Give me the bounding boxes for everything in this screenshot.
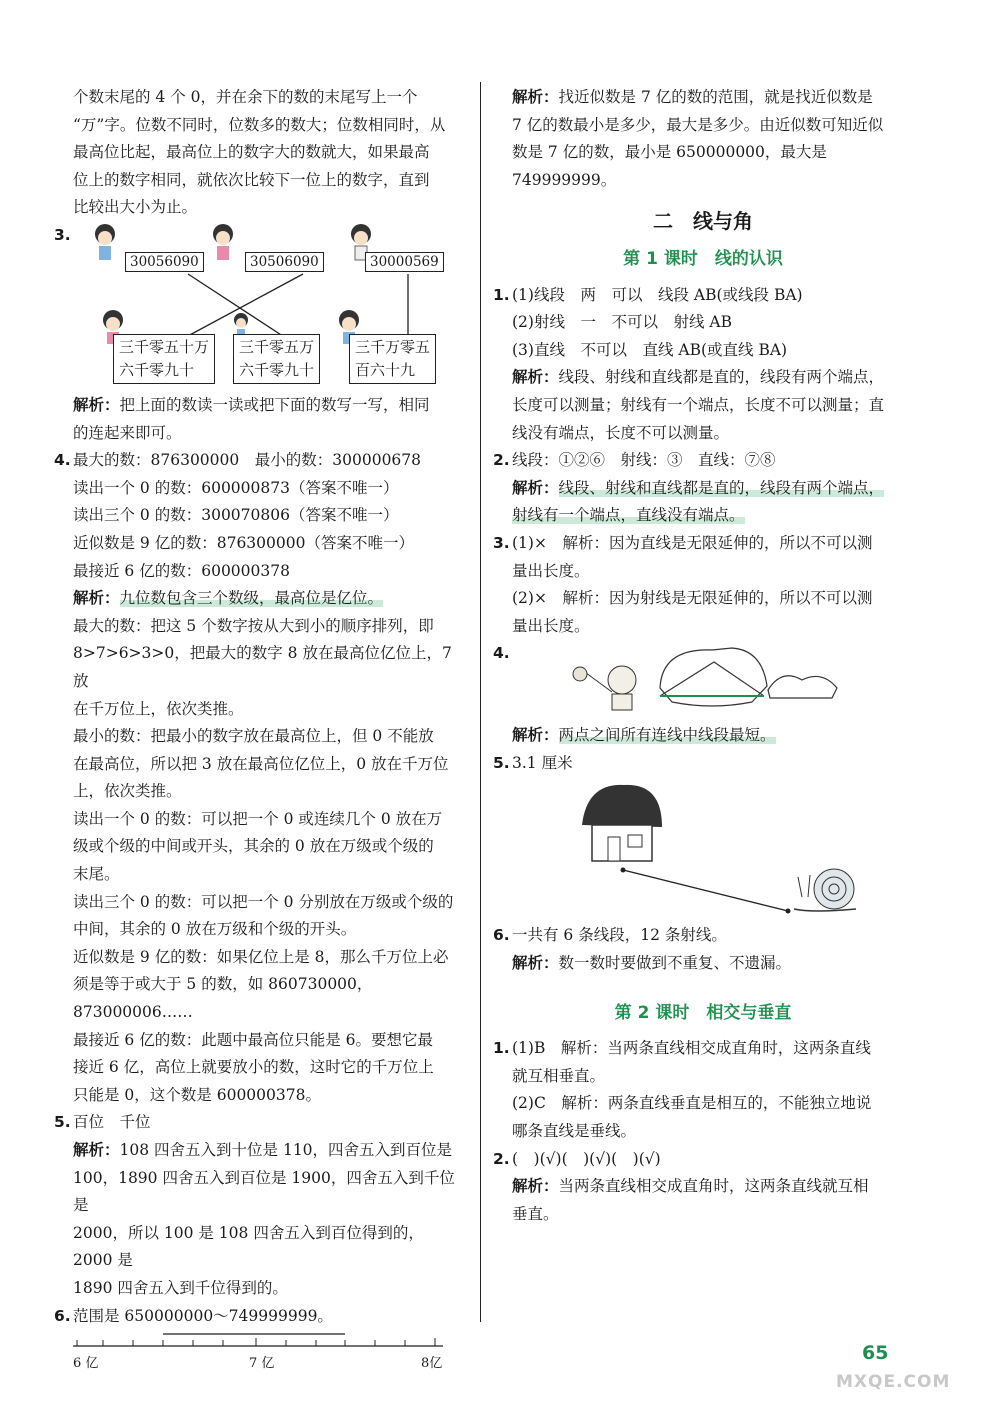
words-box-2: 三千零五万 六千零九十 xyxy=(233,334,320,384)
axis-label-8yi: 8亿 xyxy=(421,1356,443,1372)
lesson1-question-6: 6. 一共有 6 条线段，12 条射线。 解析：数一数时要做到不重复、不遗漏。 xyxy=(493,926,792,973)
number-line xyxy=(73,1330,463,1376)
q6-analysis: 解析：找近似数是 7 亿的数的范围，就是找近似数是 7 亿的数最小是多少，最大是多少。由近似数可知近似 数是 7 亿的数，最小是 650000000，最大是749999999。 xyxy=(512,88,884,189)
matching-figure xyxy=(73,222,463,392)
shortest-path-figure xyxy=(512,640,909,722)
left-column xyxy=(54,84,463,1376)
child-figure-1 xyxy=(95,224,115,260)
lesson2-question-1: 1. (1)B 解析：当两条直线相交成直角时，这两条直线 就互相垂直。 (2)C 解析：两条直线垂直是相互的，不能独立地说 哪条直线是垂线。 xyxy=(493,1039,872,1141)
question-6: 6. 范围是 650000000～749999999。 6 亿 7 亿 8亿 xyxy=(58,1303,463,1377)
number-box-2: 30506090 xyxy=(245,252,324,272)
section-title: 二 线与角 xyxy=(653,209,753,234)
column-divider xyxy=(480,82,481,1322)
watermark: MXQE.COM xyxy=(836,1372,951,1392)
lesson1-question-1: 1. (1)线段 两 可以 线段 AB(或线段 BA) (2)射线 一 不可以 射线 AB (3)直线 不可以 直线 AB(或直线 BA) 解析：线段、射线和直线都是直的，线段有两个端点， 长度可以测量；射线有一个端点，长度不可以测量；直 线没有端点，长度不可以测量。 xyxy=(493,285,885,442)
question-4: 4. 最大的数：876300000 最小的数：300000678 读出一个 0 的数：600000873（答案不唯一） 读出三个 0 的数：300070806（答案不唯一） 近似数是 9 亿的数：876300000（答案不唯一） 最接近 6 亿的数：600000378 解析：九位数包含三个数级，最高位是亿位。 最大的数：把这 5 个数字按从大到小的顺序排列，即 8>7>6>3>0，把最大的数字 8 放在最高位亿位上，7 放 在千万位上，依次类推。 最小的数：把最小的数字放在最高位上，但 0 不能放 在最高位，所以把 3 放在最高位亿位上，0 放在千万位 上，依次类推。 读出一个 0 的数：可以把一个 0 或连续几个 0 放在万 级或个级的中间或开头，其余的 0 放在万级或个级的 末尾。 读出三个 0 的数：可以把一个 0 分别放在万级或个级的 中间，其余的 0 放在万级和个级的开头。 近似数是 9 亿的数：如果亿位上是 8，那么千万位上必 须是等于或大于 5 的数，如 860730000，873000006…… 最接近 6 亿的数：此题中最高位只能是 6。要想它最 接近 6 亿，高位上就要放小的数，这时它的千万位上 只能是 0，这个数是 600000378。 xyxy=(54,451,454,1104)
right-column xyxy=(493,84,909,1228)
lesson1-question-2: 2. 线段：①②⑥ 射线：③ 直线：⑦⑧ 解析：线段、射线和直线都是直的，线段有两个端点， 射线有一个端点，直线没有端点。 xyxy=(493,451,885,525)
lesson1-question-4: 4. 解析：两点之间所有连线中线段最短。 xyxy=(497,640,909,750)
lesson-2-title: 第 2 课时 相交与垂直 xyxy=(614,1002,792,1023)
question-3: 3. 30056090 30506090 30000569 三千零五十万 六千零九十 三千零五万 六千零九十 三千万零五 百六十九 解析：把上面的数读一读或把下面的数写一写，相同 的连起来即可。 xyxy=(58,222,463,447)
number-box-3: 30000569 xyxy=(365,252,444,272)
lesson-1-title: 第 1 课时 线的认识 xyxy=(623,248,783,269)
house-snail-svg xyxy=(512,777,912,922)
axis-label-7yi: 7 亿 xyxy=(249,1356,275,1372)
house-illustration xyxy=(582,785,662,861)
words-box-1: 三千零五十万 六千零九十 xyxy=(113,334,215,384)
page-number: 65 xyxy=(862,1342,889,1364)
lesson2-question-2: 2. ( )(√)( )(√)( )(√) 解析：当两条直线相交成直角时，这两条直线就互相 垂直。 xyxy=(493,1149,869,1223)
words-box-3: 三千万零五 百六十九 xyxy=(349,334,436,384)
continued-text: 个数末尾的 4 个 0，并在余下的数的末尾写上一个 “万”字。位数不同时，位数多的数大；位数相同时，从 最高位比起，最高位上的数字大的数就大，如果最高 位上的数字相同，就依次比较下一位上的数字，直到 比较出大小为止。 xyxy=(73,88,446,217)
lesson1-question-5: 5. 3.1 厘米 xyxy=(497,750,909,923)
number-line-svg xyxy=(73,1330,463,1350)
child-figure-2 xyxy=(213,224,233,260)
axis-label-6yi: 6 亿 xyxy=(73,1356,99,1372)
question-5: 5. 百位 千位 解析：108 四舍五入到十位是 110，四舍五入到百位是 100，1890 四舍五入到百位是 1900，四舍五入到千位是 2000，所以 100 是 108 四舍五入到百位得到的，2000 是 1890 四舍五入到千位得到的。 xyxy=(54,1113,455,1297)
snail-illustration xyxy=(794,869,856,911)
lesson1-question-3: 3. (1)× 解析：因为直线是无限延伸的，所以不可以测 量出长度。 (2)× 解析：因为射线是无限延伸的，所以不可以测 量出长度。 xyxy=(493,533,873,635)
number-box-1: 30056090 xyxy=(125,252,204,272)
cat-traveler-illustration xyxy=(573,666,636,710)
house-snail-figure xyxy=(512,777,909,922)
shortest-path-svg xyxy=(512,640,912,722)
